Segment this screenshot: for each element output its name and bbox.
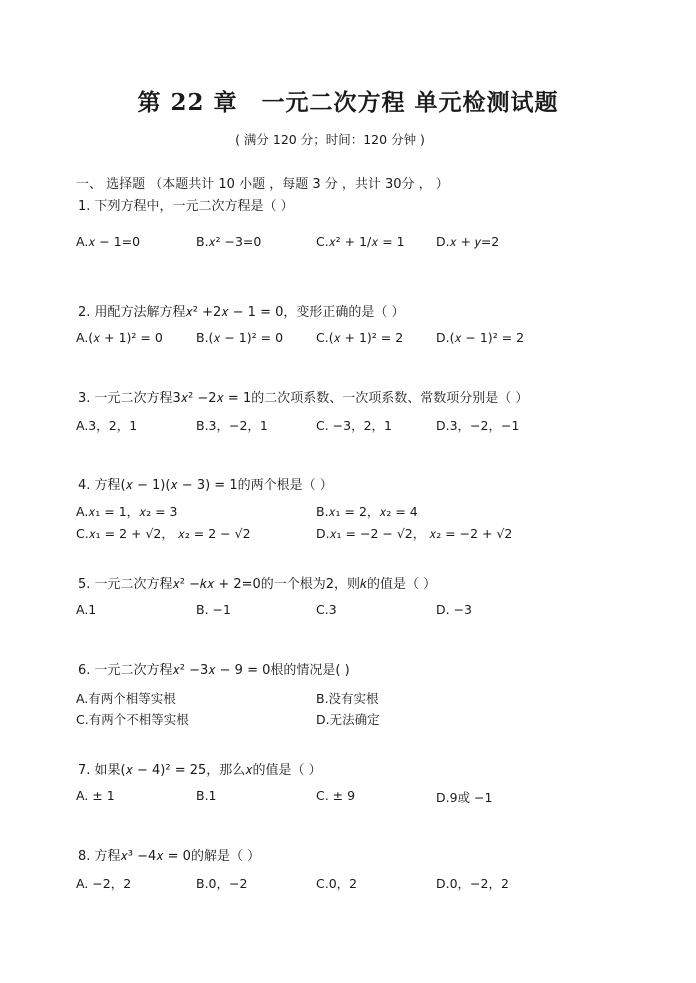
question-6-option-a: A.有两个相等实根 [76,691,176,706]
question-5-stem: 5. 一元二次方程𝑥² −𝑘𝑥 + 2=0的一个根为2，则𝑘的值是（ ） [78,577,437,592]
question-7-option-c: C. ± 9 [316,788,356,803]
question-4-option-a: A.𝑥₁ = 1，𝑥₂ = 3 [76,504,178,519]
question-7-option-b: B.1 [196,788,217,803]
question-5-option-a: A.1 [76,602,97,617]
question-1-option-a: A.𝑥 − 1=0 [76,234,141,249]
question-3-option-b: B.3，−2，1 [196,418,268,433]
question-3-option-a: A.3，2，1 [76,418,138,433]
question-3-stem: 3. 一元二次方程3𝑥² −2𝑥 = 1的二次项系数、一次项系数、常数项分别是（ ） [78,391,529,406]
question-3-option-d: D.3，−2，−1 [436,418,520,433]
question-8-option-d: D.0，−2，2 [436,876,509,891]
question-1-option-d: D.𝑥 + 𝑦=2 [436,234,500,249]
question-1-stem: 1. 下列方程中，一元二次方程是（ ） [78,199,294,214]
question-5-option-b: B. −1 [196,602,231,617]
question-4-option-b: B.𝑥₁ = 2，𝑥₂ = 4 [316,504,418,519]
question-8-stem: 8. 方程𝑥³ −4𝑥 = 0的解是（ ） [78,849,261,864]
question-2-option-c: C.(𝑥 + 1)² = 2 [316,330,404,345]
question-4-stem: 4. 方程(𝑥 − 1)(𝑥 − 3) = 1的两个根是（ ） [78,478,333,493]
question-6-stem: 6. 一元二次方程𝑥² −3𝑥 − 9 = 0根的情况是( ) [78,663,350,678]
question-2-option-d: D.(𝑥 − 1)² = 2 [436,330,525,345]
question-6-option-b: B.没有实根 [316,691,379,706]
question-6-option-d: D.无法确定 [316,712,380,727]
question-6-option-c: C.有两个不相等实根 [76,712,189,727]
question-2-stem: 2. 用配方法解方程𝑥² +2𝑥 − 1 = 0，变形正确的是（ ） [78,305,405,320]
question-2-option-b: B.(𝑥 − 1)² = 0 [196,330,284,345]
question-8-option-a: A. −2，2 [76,876,132,891]
question-8-option-b: B.0，−2 [196,876,248,891]
question-4-option-d: D.𝑥₁ = −2 − √2， 𝑥₂ = −2 + √2 [316,526,513,541]
question-1-option-b: B.𝑥² −3=0 [196,234,262,249]
question-7-stem: 7. 如果(𝑥 − 4)² = 25，那么𝑥的值是（ ） [78,763,322,778]
question-7-option-d: D.9或 −1 [436,790,493,805]
exam-info: ( 满分 120 分；时间：120 分钟 ) [235,132,425,147]
question-5-option-d: D. −3 [436,602,472,617]
question-5-option-c: C.3 [316,602,337,617]
question-8-option-c: C.0，2 [316,876,358,891]
section-heading: 一、 选择题 （本题共计 10 小题 ，每题 3 分 ，共计 30分 ， ） [76,177,449,192]
page-title: 第 22 章 一元二次方程 单元检测试题 [137,89,559,116]
question-1-option-c: C.𝑥² + 1/𝑥 = 1 [316,234,405,249]
question-7-option-a: A. ± 1 [76,788,115,803]
question-2-option-a: A.(𝑥 + 1)² = 0 [76,330,163,345]
question-4-option-c: C.𝑥₁ = 2 + √2， 𝑥₂ = 2 − √2 [76,526,251,541]
question-3-option-c: C. −3，2，1 [316,418,393,433]
